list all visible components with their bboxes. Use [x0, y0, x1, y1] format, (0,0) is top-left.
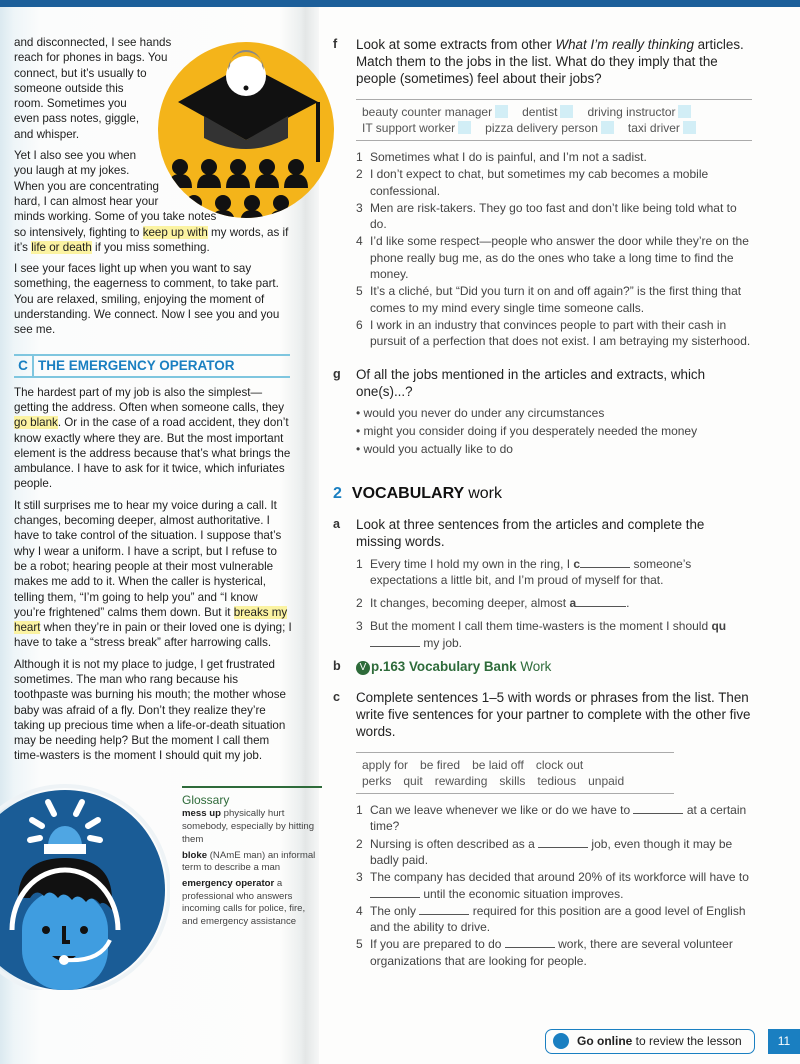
sentence-post: until the economic situation improves. [420, 886, 624, 901]
left-column [14, 35, 316, 986]
answer-blank[interactable] [633, 803, 683, 814]
exercise-b [333, 658, 753, 675]
exercise-label: g [333, 366, 341, 381]
text-segment: if you miss something. [91, 240, 210, 254]
vocabulary-bank-topic: Work [520, 659, 552, 675]
item-number: 1 [356, 556, 363, 571]
sentence-pre: The only [370, 903, 420, 918]
section-number: 2 [333, 484, 342, 502]
page-number: 11 [768, 1029, 800, 1054]
section-title: VOCABULARY [351, 484, 465, 502]
section-title: THE EMERGENCY OPERATOR [38, 357, 235, 373]
answer-box[interactable] [495, 105, 508, 118]
item-text: Men are risk-takers. They go too fast and don’t like being told what to do. [370, 200, 737, 232]
answer-blank[interactable] [576, 596, 626, 607]
sentence-post: required for this position are a good level of English and the ability to drive. [370, 903, 746, 935]
item-number: 1 [356, 803, 363, 818]
item-number: 2 [356, 836, 363, 851]
sentence-pre: But the moment I call them time-wasters is the moment I should [370, 619, 712, 634]
top-color-bar [0, 0, 800, 7]
sentence-post: at a certain time? [370, 803, 747, 834]
text-segment: and disconnected, I see hands reach for phones in bags. You connect, but it’s usually to someone outside this room. Sometimes you even pass notes, giggle, and whisper. [14, 36, 172, 141]
bullet-text: might you consider doing if you desperately needed the money [363, 423, 698, 438]
glossary-entry [182, 808, 322, 846]
emergency-operator-illustration [0, 780, 170, 995]
job-name: beauty counter manager [362, 105, 493, 119]
bullet-text: would you never do under any circumstances [363, 405, 605, 420]
sentence-text [370, 869, 753, 902]
word-option: rewarding [434, 774, 488, 789]
answer-box[interactable] [678, 105, 691, 118]
glossary-definition: a professional who answers incoming calls for police, fire, and emergency assistance [182, 877, 306, 928]
instruction-text: articles. Match them to the jobs in the list. What do they imply that the people (sometimes) feel about their jobs? [356, 37, 744, 86]
sentence-pre: Every time I hold my own in the ring, I [370, 556, 574, 571]
item-text: I work in an industry that convinces people to part with their cash in pursuit of a perfection that does not exist. I am betraying my sisterhood. [370, 317, 751, 349]
job-option [587, 104, 691, 120]
extract-item [356, 149, 753, 165]
sentence-item [356, 836, 753, 869]
glossary-term: mess up [182, 808, 221, 820]
exercise-label: f [333, 37, 338, 51]
extract-item [356, 166, 753, 199]
sentence-item [356, 903, 753, 936]
text-segment: my words, as if it’s [14, 225, 289, 254]
word-option: be fired [420, 758, 461, 773]
go-online-bold: Go online [577, 1034, 633, 1048]
section-letter: C [14, 356, 34, 376]
sentence-post: my job. [420, 635, 463, 650]
sentence-item [356, 936, 753, 969]
sentence-text [370, 836, 753, 869]
answer-blank[interactable] [580, 557, 630, 568]
article-series-title: What I’m really thinking [555, 37, 694, 52]
sentence-pre: If you are prepared to do [370, 937, 505, 952]
answer-blank[interactable] [370, 636, 420, 647]
exercise-c [333, 689, 753, 969]
exercise-f [333, 36, 753, 350]
item-number: 1 [356, 150, 363, 164]
go-online-button[interactable] [545, 1029, 755, 1054]
item-text: It’s a cliché, but “Did you turn it on and off again?” is the first thing that comes to my mind every single time someone calls. [370, 284, 742, 315]
item-number: 3 [356, 200, 363, 215]
item-number: 2 [356, 596, 363, 611]
extract-item [356, 233, 753, 282]
sentence-pre: Can we leave whenever we like or do we have to [370, 803, 634, 818]
section-topic: work [468, 484, 502, 502]
article-paragraph [14, 385, 292, 492]
word-option: apply for [362, 758, 409, 773]
article-paragraph [14, 657, 292, 764]
glossary-definition: physically hurt somebody, especially by hitting them [182, 808, 315, 845]
first-letters: c [573, 556, 581, 571]
cursor-icon [553, 1033, 569, 1049]
item-text: I’d like some respect—people who answer the door while they’re on the phone really bug me, as do the ones who take a long time to find the money. [370, 234, 749, 282]
text-segment: when they’re in pain or their loved one is dying; I have to take a “stress break” after harrowing calls. [14, 621, 292, 650]
sentence-item [356, 869, 753, 902]
bullet-item: • would you actually like to do [356, 441, 513, 456]
text-segment: Yet I also see you when you laugh at my jokes. When you are concentrating hard, I can almost hear your minds working. Some of you take notes so intensively, fighting to [14, 149, 217, 239]
job-name: taxi driver [627, 121, 680, 135]
job-option [522, 104, 573, 120]
glossary-box [182, 786, 322, 932]
extract-item [356, 283, 753, 316]
article-emergency-operator [14, 385, 292, 764]
exercise-g-instruction: Of all the jobs mentioned in the articles and extracts, which one(s)...? [356, 366, 706, 399]
exercise-g [333, 366, 753, 458]
glossary-term: emergency operator [182, 877, 275, 889]
job-option [485, 120, 614, 136]
answer-box[interactable] [683, 121, 696, 134]
extract-item [356, 317, 753, 350]
exercise-label: b [333, 659, 341, 674]
bullet-item: • would you never do under any circumstances [356, 405, 605, 420]
bullet-item: • might you consider doing if you desperately needed the money [356, 423, 698, 438]
answer-blank[interactable] [419, 904, 469, 915]
item-number: 5 [356, 284, 363, 299]
go-online-text: to review the lesson [632, 1034, 742, 1048]
job-option [628, 120, 696, 136]
item-number: 4 [356, 234, 363, 249]
word-option: skills [499, 774, 526, 789]
article-paragraph [14, 498, 292, 651]
item-number: 4 [356, 903, 363, 918]
word-option: be laid off [472, 758, 524, 773]
sentence-post: someone’s expectations a little bit, and I’m proud of myself for that. [370, 556, 692, 587]
exercise-label: c [333, 690, 341, 705]
item-number: 2 [356, 167, 363, 182]
item-text: I don’t expect to chat, but sometimes my cab becomes a mobile confessional. [370, 167, 709, 198]
exercise-f-instruction [356, 36, 753, 87]
first-letters: a [569, 596, 577, 611]
article-intro [14, 35, 296, 344]
sentence-pre: It changes, becoming deeper, almost [370, 596, 570, 611]
first-letters: qu [711, 619, 727, 634]
word-list-box [356, 752, 674, 794]
glossary-title: Glossary [182, 792, 230, 807]
answer-box[interactable] [601, 121, 614, 134]
word-option: unpaid [588, 774, 625, 789]
job-name: dentist [522, 105, 558, 119]
job-list-box [356, 99, 752, 141]
glossary-term: bloke [182, 849, 208, 861]
word-option: clock out [535, 758, 584, 773]
word-option: quit [403, 774, 423, 789]
glossary-entry [182, 878, 322, 929]
sentence-pre: The company has decided that around 20% of its workforce will have to [370, 870, 749, 885]
item-number: 3 [356, 619, 363, 634]
answer-blank[interactable] [370, 887, 420, 898]
answer-blank[interactable] [505, 937, 555, 948]
exercise-c-instruction: Complete sentences 1–5 with words or phrases from the list. Then write five sentences for your partner to complete with the other five words. [356, 690, 751, 740]
item-number: 3 [356, 870, 363, 885]
highlighted-phrase: go blank [14, 416, 58, 430]
extract-item [356, 200, 753, 233]
highlighted-phrase: breaks my heart [14, 605, 288, 635]
sentence-item [356, 556, 753, 589]
answer-box[interactable] [458, 121, 471, 134]
sentence-text [370, 936, 753, 969]
section-c-heading [14, 354, 290, 378]
job-option [362, 120, 471, 136]
sentence-text [370, 802, 753, 835]
sentence-text [370, 595, 629, 611]
text-segment: The hardest part of my job is also the simplest—getting the address. Often when someone calls, they [14, 385, 285, 414]
instruction-text: Look at some extracts from other [356, 37, 556, 52]
exercise-a-instruction: Look at three sentences from the articles and complete the missing words. [356, 516, 705, 549]
vocabulary-bank-ref: p.163 Vocabulary Bank [371, 659, 517, 675]
text-segment: . Or in the case of a road accident, they don’t know exactly where they are. But the most important element is the address because that’s what brings the ambulance. I have to ask for it twice, which infuriates people. [14, 416, 291, 491]
sentence-post: job, even though it may be badly paid. [370, 836, 733, 867]
highlighted-phrase: keep up with [142, 225, 208, 239]
sentence-text [370, 556, 753, 589]
answer-box[interactable] [560, 105, 573, 118]
text-segment: It still surprises me to hear my voice during a call. It changes, becoming deeper, almost authoritative. I have to take control of the situation. I suppose that’s why I wear a uniform. I have a script, but I refuse to be a robot; hearing people at their most vulnerable makes me add to it. When the caller is hysterical, telling them, “I’m going to help you” and “I know you’re frightened” calms them down. But it [14, 498, 282, 619]
sentence-item [356, 802, 753, 835]
text-segment: I see your faces light up when you want to say something, the eagerness to comment, to take part. You are relaxed, smiling, enjoying the moment of understanding. We connect. Now I see you and you see me. [14, 262, 280, 337]
job-option [362, 104, 508, 120]
vocabulary-heading [333, 484, 753, 504]
answer-blank[interactable] [538, 837, 588, 848]
job-name: pizza delivery person [485, 121, 598, 135]
sentence-item [356, 618, 753, 651]
sentence-post: work, there are several volunteer organizations that are looking for people. [370, 937, 733, 968]
item-text: Sometimes what I do is painful, and I’m not a sadist. [370, 150, 647, 164]
text-segment: Although it is not my place to judge, I get frustrated sometimes. The man who rang because his toothpaste was burning his mouth; the mother whose baby was afraid of a fly. Don’t they realize they’re taking up precious time when a life-or-death situation may be needing help? But the moment I call them time-wasters is the moment I should quit my job. [14, 657, 286, 763]
right-column [333, 36, 753, 970]
highlighted-phrase: life or death [31, 240, 92, 254]
exercise-label: a [333, 516, 341, 531]
bullet-text: would you actually like to do [363, 441, 513, 456]
item-number: 6 [356, 317, 363, 332]
illustration-and-glossary [14, 786, 316, 986]
word-option: perks [362, 774, 392, 789]
sentence-text [370, 618, 753, 651]
sentence-pre: Nursing is often described as a [370, 836, 539, 851]
job-name: IT support worker [362, 121, 456, 135]
article-paragraph [14, 261, 296, 337]
glossary-definition: (NAmE man) an informal term to describe a man [182, 849, 316, 874]
item-number: 5 [356, 937, 363, 952]
job-name: driving instructor [587, 105, 676, 119]
word-option: tedious [537, 774, 577, 789]
vocabulary-bank-link[interactable] [356, 658, 753, 675]
sentence-text [370, 903, 753, 936]
exercise-a [333, 516, 753, 651]
vocabulary-bank-icon: V [356, 661, 370, 675]
sentence-post: . [626, 596, 630, 611]
glossary-entry [182, 850, 322, 875]
sentence-item [356, 595, 753, 611]
